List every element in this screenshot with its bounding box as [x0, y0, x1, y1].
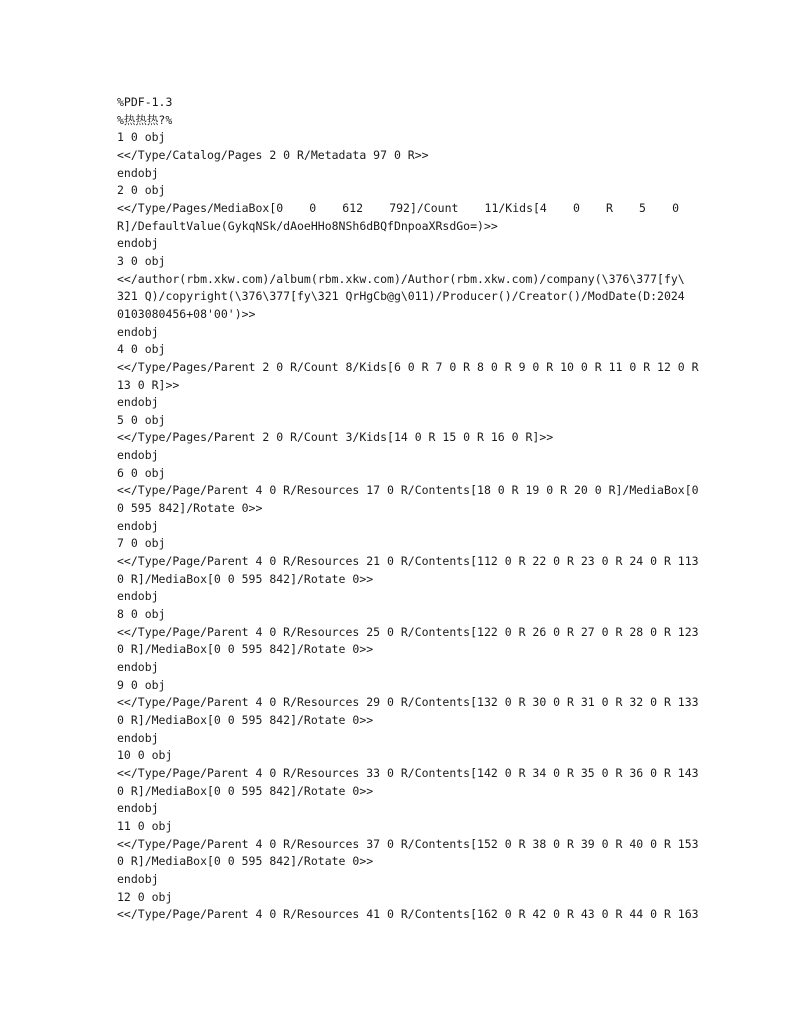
text-line: 13 0 R]>> [117, 377, 180, 392]
text-line: endobj [117, 324, 159, 339]
text-line: 0 R]/MediaBox[0 0 595 842]/Rotate 0>> [117, 642, 374, 657]
text-line: 2 0 obj [117, 183, 166, 198]
text-line: <</Type/Page/Parent 4 0 R/Resources 37 0 R/Contents[152 0 R 38 0 R 39 0 R 40 0 R 153 [117, 836, 699, 851]
text-line: 0 R]/MediaBox[0 0 595 842]/Rotate 0>> [117, 571, 374, 586]
text-line: 0103080456+08'00')>> [117, 306, 256, 321]
text-line: %PDF-1.3 [117, 95, 173, 109]
text-line: R]/DefaultValue(GykqNSk/dAoeHHo8NSh6dBQfDnpoaXRsdGo=)>> [117, 218, 498, 233]
text-line: <</Type/Page/Parent 4 0 R/Resources 41 0 R/Contents[162 0 R 42 0 R 43 0 R 44 0 R 163 [117, 907, 699, 922]
text-line: endobj [117, 518, 159, 533]
text-line: <</Type/Page/Parent 4 0 R/Resources 25 0 R/Contents[122 0 R 26 0 R 27 0 R 28 0 R 123 [117, 624, 699, 639]
text-line: endobj [117, 730, 159, 745]
text-line: <</Type/Page/Parent 4 0 R/Resources 29 0 R/Contents[132 0 R 30 0 R 31 0 R 32 0 R 133 [117, 695, 699, 710]
text-line: 11 0 obj [117, 818, 173, 833]
pdf-source-text [117, 94, 699, 924]
text-line: 0 R]/MediaBox[0 0 595 842]/Rotate 0>> [117, 854, 374, 869]
text-line: 7 0 obj [117, 536, 166, 551]
text-line: 4 0 obj [117, 342, 166, 357]
text-line: %热热热?% [117, 112, 173, 127]
text-line: <</Type/Page/Parent 4 0 R/Resources 33 0 R/Contents[142 0 R 34 0 R 35 0 R 36 0 R 143 [117, 765, 699, 780]
text-line: <</Type/Catalog/Pages 2 0 R/Metadata 97 0 R>> [117, 147, 429, 162]
text-line: endobj [117, 236, 159, 251]
text-line: 10 0 obj [117, 748, 173, 763]
text-line: 0 R]/MediaBox[0 0 595 842]/Rotate 0>> [117, 783, 374, 798]
text-line: 9 0 obj [117, 677, 166, 692]
text-line: <</Type/Pages/Parent 2 0 R/Count 3/Kids[14 0 R 15 0 R 16 0 R]>> [117, 430, 554, 445]
text-line: endobj [117, 589, 159, 604]
text-line: 321 Q)/copyright(\376\377[fy\321 QrHgCb@g\011)/Producer()/Creator()/ModDate(D:2024 [117, 289, 685, 304]
text-line: 5 0 obj [117, 412, 166, 427]
text-line: 0 R]/MediaBox[0 0 595 842]/Rotate 0>> [117, 712, 374, 727]
text-line: <</Type/Page/Parent 4 0 R/Resources 17 0 R/Contents[18 0 R 19 0 R 20 0 R]/MediaBox[0 [117, 483, 699, 498]
text-line: 3 0 obj [117, 253, 166, 268]
text-line: endobj [117, 448, 159, 463]
text-line: endobj [117, 801, 159, 816]
text-line: <</Type/Page/Parent 4 0 R/Resources 21 0 R/Contents[112 0 R 22 0 R 23 0 R 24 0 R 113 [117, 554, 699, 569]
text-line: endobj [117, 165, 159, 180]
text-line: 0 595 842]/Rotate 0>> [117, 501, 263, 516]
text-line: 6 0 obj [117, 465, 166, 480]
text-line: <</Type/Pages/Parent 2 0 R/Count 8/Kids[6 0 R 7 0 R 8 0 R 9 0 R 10 0 R 11 0 R 12 0 R [117, 359, 699, 374]
text-line: endobj [117, 871, 159, 886]
text-line: 8 0 obj [117, 607, 166, 622]
text-line: 12 0 obj [117, 889, 173, 904]
text-line: <</author(rbm.xkw.com)/album(rbm.xkw.com)/Author(rbm.xkw.com)/company(\376\377[fy\ [117, 271, 685, 286]
text-line: endobj [117, 395, 159, 410]
text-line: <</Type/Pages/MediaBox[0 0 612 792]/Count 11/Kids[4 0 R 5 0 [117, 200, 679, 215]
text-line: 1 0 obj [117, 130, 166, 145]
text-line: endobj [117, 660, 159, 674]
